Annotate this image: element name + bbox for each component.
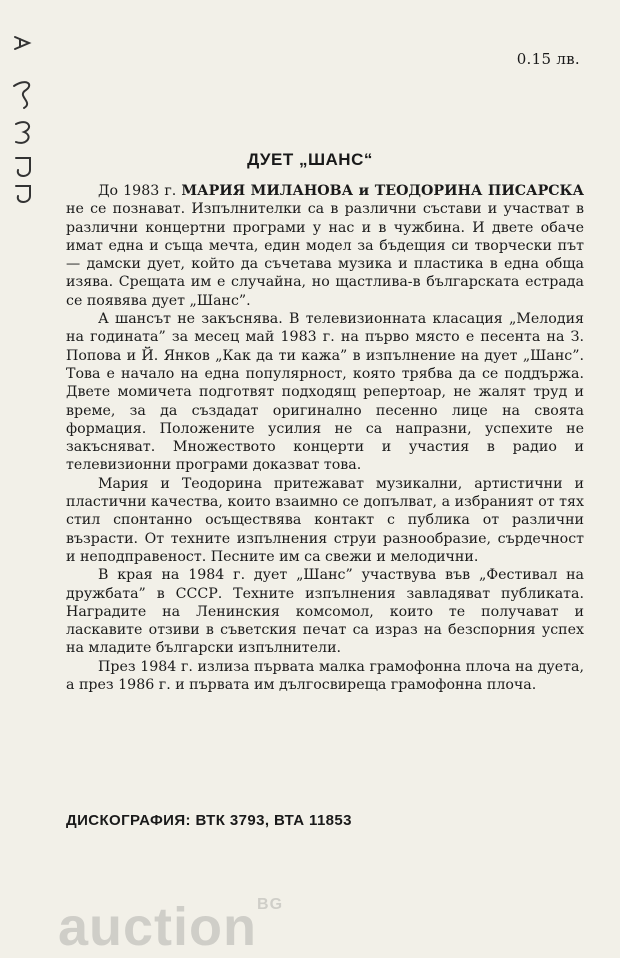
handwritten-inventory-mark xyxy=(8,28,44,208)
price-label: 0.15 лв. xyxy=(516,50,580,68)
page-title: ДУЕТ „ШАНС“ xyxy=(247,150,373,169)
paragraph: В края на 1984 г. дует „Шанс” участвува във „Фестивал на дружбата” в СССР. Техните изпълнения завладяват публиката. Наградите на Ленинския комсомол, които те получават и ласкавите отзиви в съветския печат са израз на безспорния успех на младите български изпълнители. xyxy=(66,567,584,657)
paragraph: Мария и Теодорина притежават музикални, артистични и пластични качества, които взаимно се допълват, а избраният от тях стил спонтанно осъществява контакт с публика от различни възрасти. От техните изпълнения струи разнообразие, сърдечност и неподправеност. Песните им са свежи и мелодични. xyxy=(66,475,584,565)
article-body xyxy=(66,182,584,694)
paragraph: А шансът не закъснява. В телевизионната класация „Мелодия на годината” за месец май 1983 г. на първо място е песента на З. Попова и Й. Янков „Как да ти кажа” в изпълнение на дует „Шанс”. Това е начало на една популярност, която трябва да се поддържа. Двете момичета подготвят подходящ репертоар, не жалят труд и време, за да създадат оригинално песенно лице на своята формация. Положените усилия не са напразни, успехите не закъсняват. Множеството концерти и участия в радио и телевизионни програми доказват това. xyxy=(66,311,584,474)
paragraph: До 1983 г. МАРИЯ МИЛАНОВА и ТЕОДОРИНА ПИСАРСКА не се познават. Изпълнителки са в различни състави и участват в различни концертни програми у нас и в чужбина. И двете обаче имат една и съща мечта, един модел за бъдещия си творчески път — дамски дует, който да съчетава музика и пластика в една обща изява. Срещата им е случайна, но щастлива-в българската естрада се появява дует „Шанс”. xyxy=(66,183,585,309)
paragraph: През 1984 г. излиза първата малка грамофонна плоча на дуета, а през 1986 г. и първата им дългосвиреща грамофонна плоча. xyxy=(66,658,584,694)
auction-watermark: auction$^{BG}$ xyxy=(58,896,284,957)
discography-line: ДИСКОГРАФИЯ: ВТК 3793, ВТА 11853 xyxy=(66,812,352,829)
